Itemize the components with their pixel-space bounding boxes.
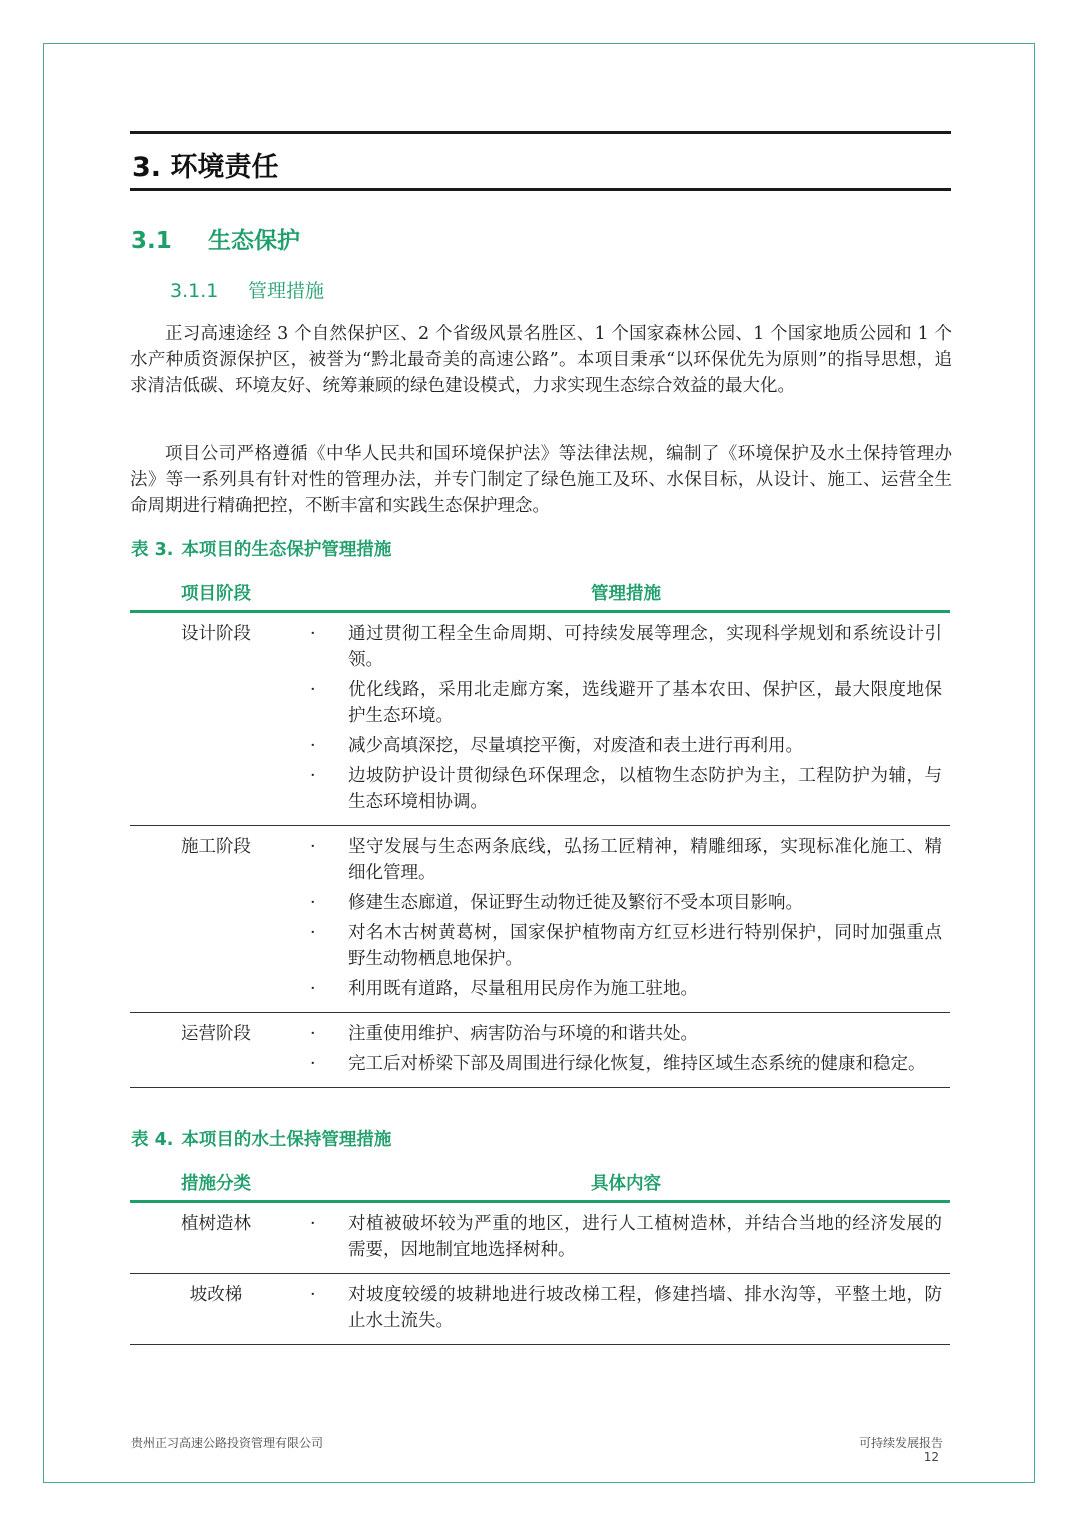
paragraph-regulations: 项目公司严格遵循《中华人民共和国环境保护法》等法律法规，编制了《环境保护及水土保持管理办法》等一系列具有针对性的管理办法，并专门制定了绿色施工及环、水保目标，从设计、施工、运营全生命周期进行精确把控，不断丰富和实践生态保护理念。 (130, 444, 952, 516)
section-heading (131, 222, 300, 255)
subsection-heading (170, 276, 324, 303)
list-item-text: 减少高填深挖，尽量填挖平衡，对废渣和表土进行再利用。 (348, 736, 803, 756)
list-item-text: 修建生态廊道，保证野生动物迁徙及繁衍不受本项目影响。 (348, 893, 803, 913)
table3-header (130, 572, 950, 613)
table3-col-stage: 项目阶段 (181, 584, 251, 604)
table-row (130, 1203, 950, 1274)
list-item-text: 利用既有道路，尽量租用民房作为施工驻地。 (348, 979, 698, 999)
list-item-text: 完工后对桥梁下部及周围进行绿化恢复，维持区域生态系统的健康和稳定。 (348, 1054, 926, 1074)
list-item (302, 1211, 950, 1263)
list-item-text: 注重使用维护、病害防治与环境的和谐共处。 (348, 1024, 698, 1044)
row-category: 运营阶段 (181, 1024, 251, 1044)
list-item-text: 对植被破坏较为严重的地区，进行人工植树造林，并结合当地的经济发展的需要，因地制宜地选择树种。 (348, 1214, 942, 1260)
section-number: 3.1 (131, 228, 172, 254)
list-item (302, 976, 950, 1002)
list-item (302, 621, 950, 673)
list-item (302, 834, 950, 886)
footer-company: 贵州正习高速公路投资管理有限公司 (131, 1436, 324, 1450)
section-title: 生态保护 (208, 228, 300, 254)
table4-col-category: 措施分类 (181, 1174, 251, 1194)
measure-list (302, 834, 950, 1006)
bullet-icon: · (310, 923, 316, 943)
row-category: 施工阶段 (181, 837, 251, 857)
list-item (302, 733, 950, 759)
paragraph-intro: 正习高速途经 3 个自然保护区、2 个省级风景名胜区、1 个国家森林公园、1 个国家地质公园和 1 个水产种质资源保护区，被誉为“黔北最奇美的高速公路”。本项目秉承“以环保优先为原则”的指导思想，追求清洁低碳、环境友好、统筹兼顾的绿色建设模式，力求实现生态综合效益的最大化。 (130, 324, 952, 396)
bullet-icon: · (310, 680, 316, 700)
measure-list (302, 1211, 950, 1267)
table-row (130, 826, 950, 1013)
measure-list (302, 1282, 950, 1338)
footer-report-title: 可持续发展报告 (858, 1436, 943, 1450)
bullet-icon: · (310, 1285, 316, 1305)
bullet-icon: · (310, 979, 316, 999)
bullet-icon: · (310, 736, 316, 756)
measure-list (302, 621, 950, 819)
page-number: 12 (923, 1450, 939, 1464)
list-item (302, 677, 950, 729)
chapter-heading (130, 131, 951, 191)
table4-header (130, 1162, 950, 1203)
table3-caption-number: 表 3. (131, 540, 174, 560)
list-item-text: 通过贯彻工程全生命周期、可持续发展等理念，实现科学规划和系统设计引领。 (348, 624, 942, 670)
list-item (302, 763, 950, 815)
bullet-icon: · (310, 624, 316, 644)
list-item (302, 920, 950, 972)
bullet-icon: · (310, 1214, 316, 1234)
bullet-icon: · (310, 766, 316, 786)
table-row (130, 1013, 950, 1088)
list-item-text: 坚守发展与生态两条底线，弘扬工匠精神，精雕细琢，实现标准化施工、精细化管理。 (348, 837, 942, 883)
subsection-number: 3.1.1 (170, 280, 219, 302)
bullet-icon: · (310, 893, 316, 913)
list-item (302, 1051, 950, 1077)
table4-caption (131, 1126, 391, 1151)
bullet-icon: · (310, 1054, 316, 1074)
table4-col-content: 具体内容 (591, 1174, 661, 1194)
row-category: 植树造林 (181, 1214, 251, 1234)
list-item (302, 1021, 950, 1047)
list-item-text: 优化线路，采用北走廊方案，选线避开了基本农田、保护区，最大限度地保护生态环境。 (348, 680, 942, 726)
table3-caption-title: 本项目的生态保护管理措施 (181, 540, 392, 560)
bullet-icon: · (310, 837, 316, 857)
table4 (130, 1162, 950, 1345)
table3-caption (131, 536, 391, 561)
list-item (302, 1282, 950, 1334)
row-category: 坡改梯 (189, 1285, 243, 1305)
table4-caption-title: 本项目的水土保持管理措施 (181, 1130, 392, 1150)
bullet-icon: · (310, 1024, 316, 1044)
subsection-title: 管理措施 (248, 280, 325, 302)
table3 (130, 572, 950, 1088)
row-category: 设计阶段 (181, 624, 251, 644)
table4-caption-number: 表 4. (131, 1130, 174, 1150)
list-item (302, 890, 950, 916)
table3-col-measures: 管理措施 (591, 584, 661, 604)
table-row (130, 613, 950, 826)
list-item-text: 边坡防护设计贯彻绿色环保理念，以植物生态防护为主，工程防护为辅，与生态环境相协调。 (348, 766, 942, 812)
list-item-text: 对坡度较缓的坡耕地进行坡改梯工程，修建挡墙、排水沟等，平整土地，防止水土流失。 (348, 1285, 942, 1331)
table-row (130, 1274, 950, 1345)
list-item-text: 对名木古树黄葛树，国家保护植物南方红豆杉进行特别保护，同时加强重点野生动物栖息地保护。 (348, 923, 942, 969)
chapter-title: 3. 环境责任 (132, 152, 279, 183)
measure-list (302, 1021, 950, 1081)
